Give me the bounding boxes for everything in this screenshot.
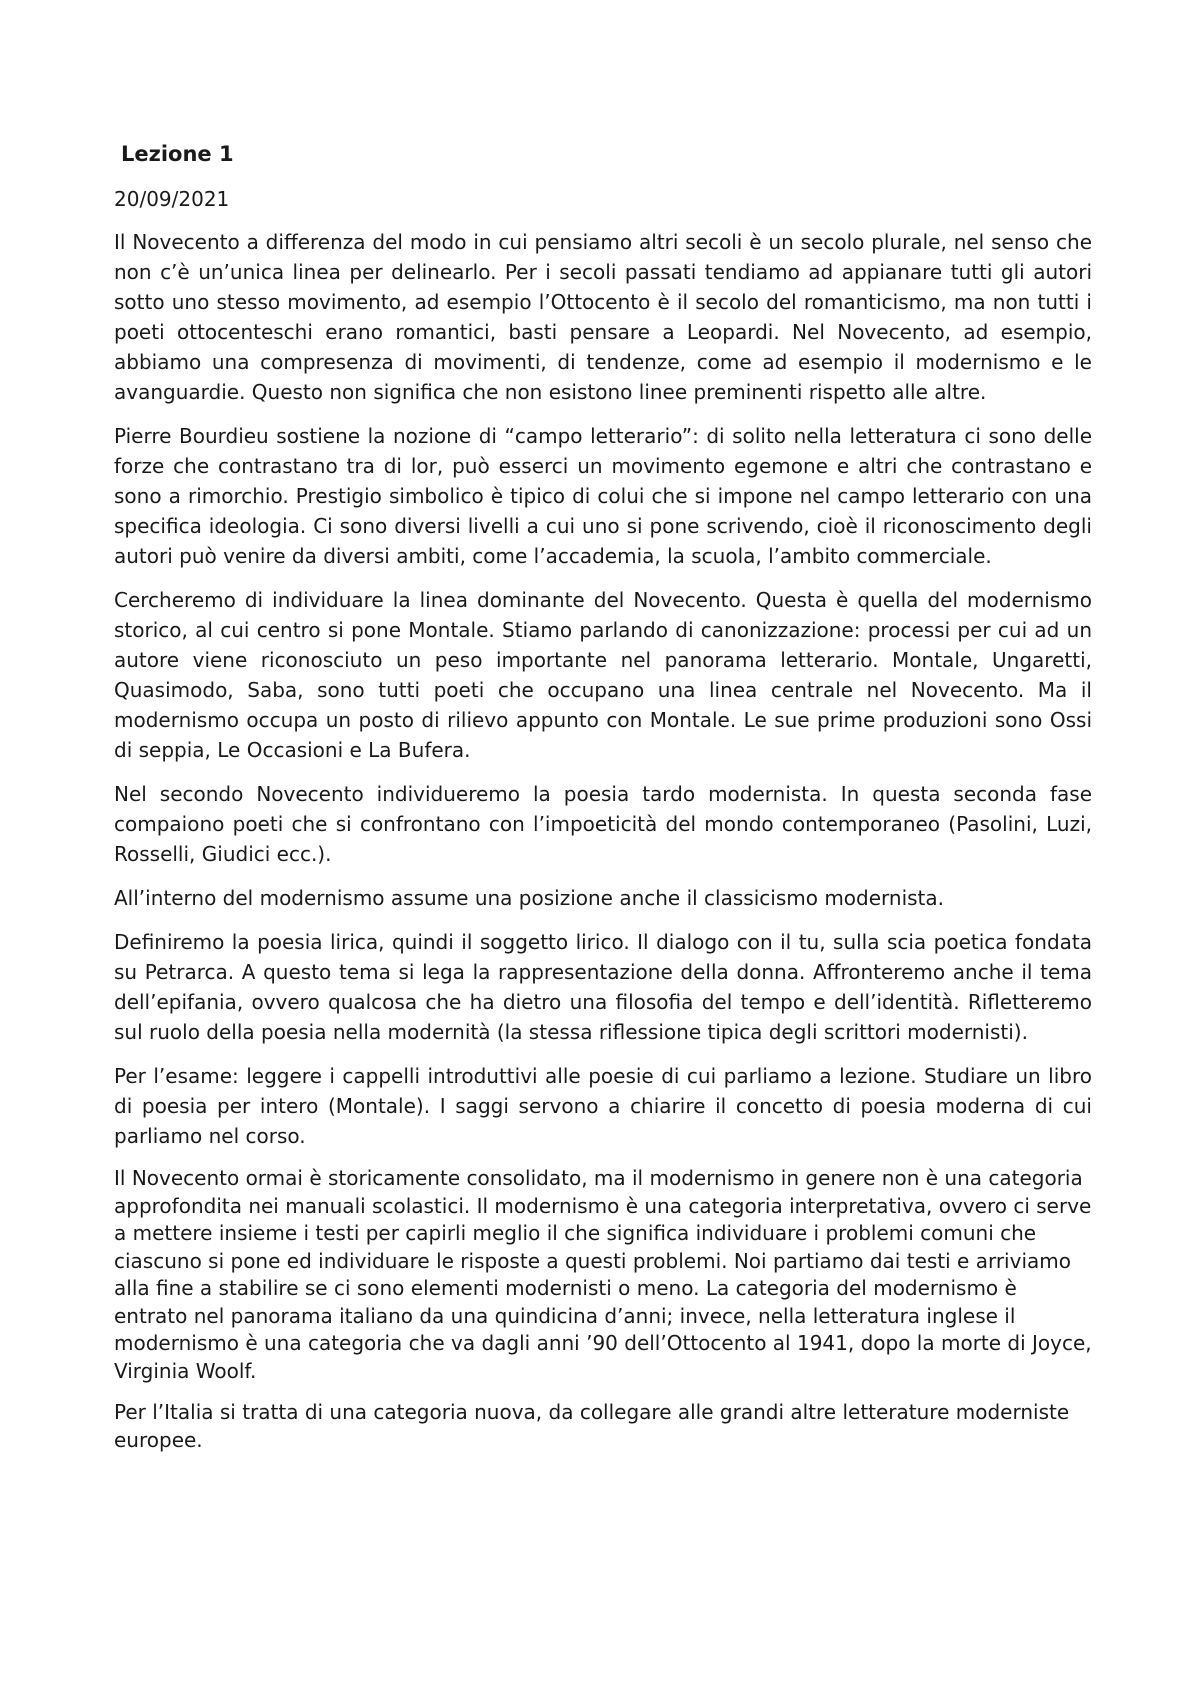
paragraph-classicismo-modernista: All’interno del modernismo assume una posizione anche il classicismo modernista. [114, 886, 945, 910]
paragraph-campo-letterario: Pierre Bourdieu sostiene la nozione di “campo letterario”: di solito nella letteratura ci sono delle forze che contrastano tra di lor, può esserci un movimento egemone e altri che contrastano e sono a rimorchio. Prestigio simbolico è tipico di colui che si impone nel campo letterario con una specifica ideologia. Ci sono diversi livelli a cui uno si pone scrivendo, cioè il riconoscimento degli autori può venire da diversi ambiti, come l’accademia, la scuola, l’ambito commerciale. [114, 424, 1092, 568]
document-page [114, 140, 1092, 1468]
paragraph-modernismo-categoria: Il Novecento ormai è storicamente consolidato, ma il modernismo in genere non è una categoria approfondita nei manuali scolastici. Il modernismo è una categoria interpretativa, ovvero ci serve a mettere insieme i testi per capirli meglio il che significa individuare i problemi comuni che ciascuno si pone ed individuare le risposte a questi problemi. Noi partiamo dai testi e arriviamo alla fine a stabilire se ci sono elementi modernisti o meno. La categoria del modernismo è entrato nel panorama italiano da una quindicina d’anni; invece, nella letteratura inglese il modernismo è una categoria che va dagli anni ’90 dell’Ottocento al 1941, dopo la morte di Joyce, Virginia Woolf. [114, 1166, 1092, 1383]
paragraph-linea-dominante: Cercheremo di individuare la linea dominante del Novecento. Questa è quella del modernismo storico, al cui centro si pone Montale. Stiamo parlando di canonizzazione: processi per cui ad un autore viene riconosciuto un peso importante nel panorama letterario. Montale, Ungaretti, Quasimodo, Saba, sono tutti poeti che occupano una linea centrale nel Novecento. Ma il modernismo occupa un posto di rilievo appunto con Montale. Le sue prime produzioni sono Ossi di seppia, Le Occasioni e La Bufera. [114, 588, 1092, 762]
paragraph-italia-categoria: Per l’Italia si tratta di una categoria nuova, da collegare alle grandi altre letterature moderniste europee. [114, 1400, 1070, 1452]
paragraph-esame: Per l’esame: leggere i cappelli introduttivi alle poesie di cui parliamo a lezione. Studiare un libro di poesia per intero (Montale). I saggi servono a chiarire il concetto di poesia moderna di cui parliamo nel corso. [114, 1064, 1092, 1148]
lesson-date: 20/09/2021 [114, 187, 230, 211]
paragraph-poesia-lirica: Definiremo la poesia lirica, quindi il soggetto lirico. Il dialogo con il tu, sulla scia poetica fondata su Petrarca. A questo tema si lega la rappresentazione della donna. Affronteremo anche il tema dell’epifania, ovvero qualcosa che ha dietro una filosofia del tempo e dell’identità. Rifletteremo sul ruolo della poesia nella modernità (la stessa riflessione tipica degli scrittori modernisti). [114, 930, 1092, 1044]
lesson-title: Lezione 1 [121, 142, 234, 166]
paragraph-secondo-novecento: Nel secondo Novecento individueremo la poesia tardo modernista. In questa seconda fase compaiono poeti che si confrontano con l’impoeticità del mondo contemporaneo (Pasolini, Luzi, Rosselli, Giudici ecc.). [114, 782, 1092, 866]
paragraph-novecento-plurale: Il Novecento a differenza del modo in cui pensiamo altri secoli è un secolo plurale, nel senso che non c’è un’unica linea per delinearlo. Per i secoli passati tendiamo ad appianare tutti gli autori sotto uno stesso movimento, ad esempio l’Ottocento è il secolo del romanticismo, ma non tutti i poeti ottocenteschi erano romantici, basti pensare a Leopardi. Nel Novecento, ad esempio, abbiamo una compresenza di movimenti, di tendenze, come ad esempio il modernismo e le avanguardie. Questo non significa che non esistono linee preminenti rispetto alle altre. [114, 230, 1092, 404]
